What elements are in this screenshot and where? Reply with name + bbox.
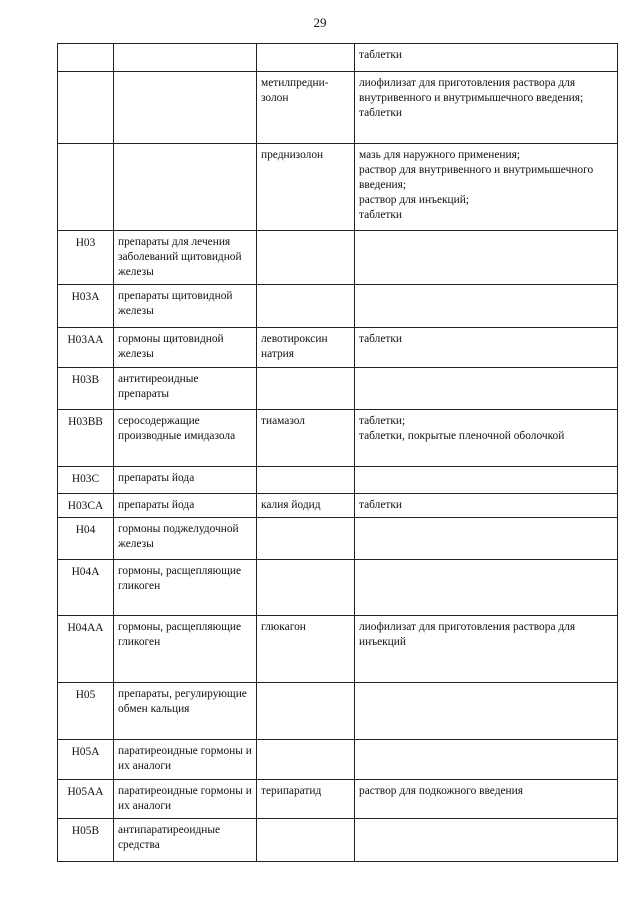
group-name-cell: антитиреоидные препараты <box>114 368 257 410</box>
group-name-cell: паратиреоидные гормоны и их аналоги <box>114 740 257 780</box>
table-row <box>58 368 618 410</box>
atc-code-cell: H05AA <box>58 780 114 819</box>
group-name-cell: препараты щитовидной железы <box>114 285 257 328</box>
drug-name-cell <box>257 819 355 862</box>
group-name-cell <box>114 144 257 231</box>
atc-code-cell: H03BB <box>58 410 114 467</box>
dosage-form-cell <box>355 231 618 285</box>
dosage-form-cell <box>355 368 618 410</box>
atc-code-cell: H05A <box>58 740 114 780</box>
drug-classification-table <box>57 43 618 862</box>
dosage-form-cell: таблетки; таблетки, покрытые пленочной оболочкой <box>355 410 618 467</box>
table-row <box>58 560 618 616</box>
atc-code-cell <box>58 44 114 72</box>
drug-name-cell: терипаратид <box>257 780 355 819</box>
dosage-form-cell <box>355 518 618 560</box>
group-name-cell: препараты, регулирующие обмен кальция <box>114 683 257 740</box>
group-name-cell: серосодержащие производные имидазола <box>114 410 257 467</box>
table-row <box>58 72 618 144</box>
group-name-cell: препараты йода <box>114 494 257 518</box>
atc-code-cell: H04A <box>58 560 114 616</box>
group-name-cell: гормоны щитовидной железы <box>114 328 257 368</box>
atc-code-cell: H03C <box>58 467 114 494</box>
dosage-form-cell: лиофилизат для приготовления раствора для внутривенного и внутримышечного введения; таблетки <box>355 72 618 144</box>
drug-name-cell <box>257 740 355 780</box>
drug-name-cell <box>257 467 355 494</box>
group-name-cell: гормоны, расщепляющие гликоген <box>114 560 257 616</box>
table-row <box>58 328 618 368</box>
dosage-form-cell <box>355 467 618 494</box>
drug-name-cell <box>257 560 355 616</box>
group-name-cell <box>114 44 257 72</box>
table-row <box>58 683 618 740</box>
atc-code-cell: H04AA <box>58 616 114 683</box>
table-row <box>58 44 618 72</box>
atc-code-cell: H03CA <box>58 494 114 518</box>
drug-name-cell <box>257 518 355 560</box>
page-number: 29 <box>313 15 327 30</box>
drug-name-cell <box>257 231 355 285</box>
dosage-form-cell <box>355 819 618 862</box>
atc-code-cell: H05 <box>58 683 114 740</box>
dosage-form-cell: таблетки <box>355 44 618 72</box>
drug-name-cell: калия йодид <box>257 494 355 518</box>
dosage-form-cell <box>355 740 618 780</box>
table-row <box>58 231 618 285</box>
drug-name-cell <box>257 44 355 72</box>
dosage-form-cell: таблетки <box>355 494 618 518</box>
drug-name-cell: глюкагон <box>257 616 355 683</box>
dosage-form-cell: мазь для наружного применения; раствор для внутривенного и внутримышечного введения; раствор для инъекций; таблетки <box>355 144 618 231</box>
group-name-cell: гормоны поджелудочной железы <box>114 518 257 560</box>
group-name-cell: препараты йода <box>114 467 257 494</box>
table-row <box>58 285 618 328</box>
atc-code-cell: H03A <box>58 285 114 328</box>
table-body <box>58 44 618 862</box>
group-name-cell <box>114 72 257 144</box>
drug-name-cell <box>257 285 355 328</box>
table-row <box>58 144 618 231</box>
table-row <box>58 780 618 819</box>
group-name-cell: антипаратиреоидные средства <box>114 819 257 862</box>
drug-name-cell <box>257 683 355 740</box>
table-row <box>58 518 618 560</box>
group-name-cell: препараты для лечения заболеваний щитовидной железы <box>114 231 257 285</box>
table-row <box>58 467 618 494</box>
dosage-form-cell: лиофилизат для приготовления раствора для инъекций <box>355 616 618 683</box>
drug-name-cell: тиамазол <box>257 410 355 467</box>
dosage-form-cell: таблетки <box>355 328 618 368</box>
table-row <box>58 410 618 467</box>
dosage-form-cell: раствор для подкожного введения <box>355 780 618 819</box>
table-row <box>58 819 618 862</box>
table-row <box>58 616 618 683</box>
atc-code-cell <box>58 72 114 144</box>
atc-code-cell: H04 <box>58 518 114 560</box>
dosage-form-cell <box>355 560 618 616</box>
atc-code-cell <box>58 144 114 231</box>
drug-name-cell: левотироксин натрия <box>257 328 355 368</box>
table-row <box>58 740 618 780</box>
drug-name-cell: метилпредни- золон <box>257 72 355 144</box>
atc-code-cell: H05B <box>58 819 114 862</box>
atc-code-cell: H03AA <box>58 328 114 368</box>
dosage-form-cell <box>355 683 618 740</box>
group-name-cell: гормоны, расщепляющие гликоген <box>114 616 257 683</box>
drug-name-cell <box>257 368 355 410</box>
dosage-form-cell <box>355 285 618 328</box>
group-name-cell: паратиреоидные гормоны и их аналоги <box>114 780 257 819</box>
atc-code-cell: H03 <box>58 231 114 285</box>
drug-name-cell: преднизолон <box>257 144 355 231</box>
atc-code-cell: H03B <box>58 368 114 410</box>
table-row <box>58 494 618 518</box>
